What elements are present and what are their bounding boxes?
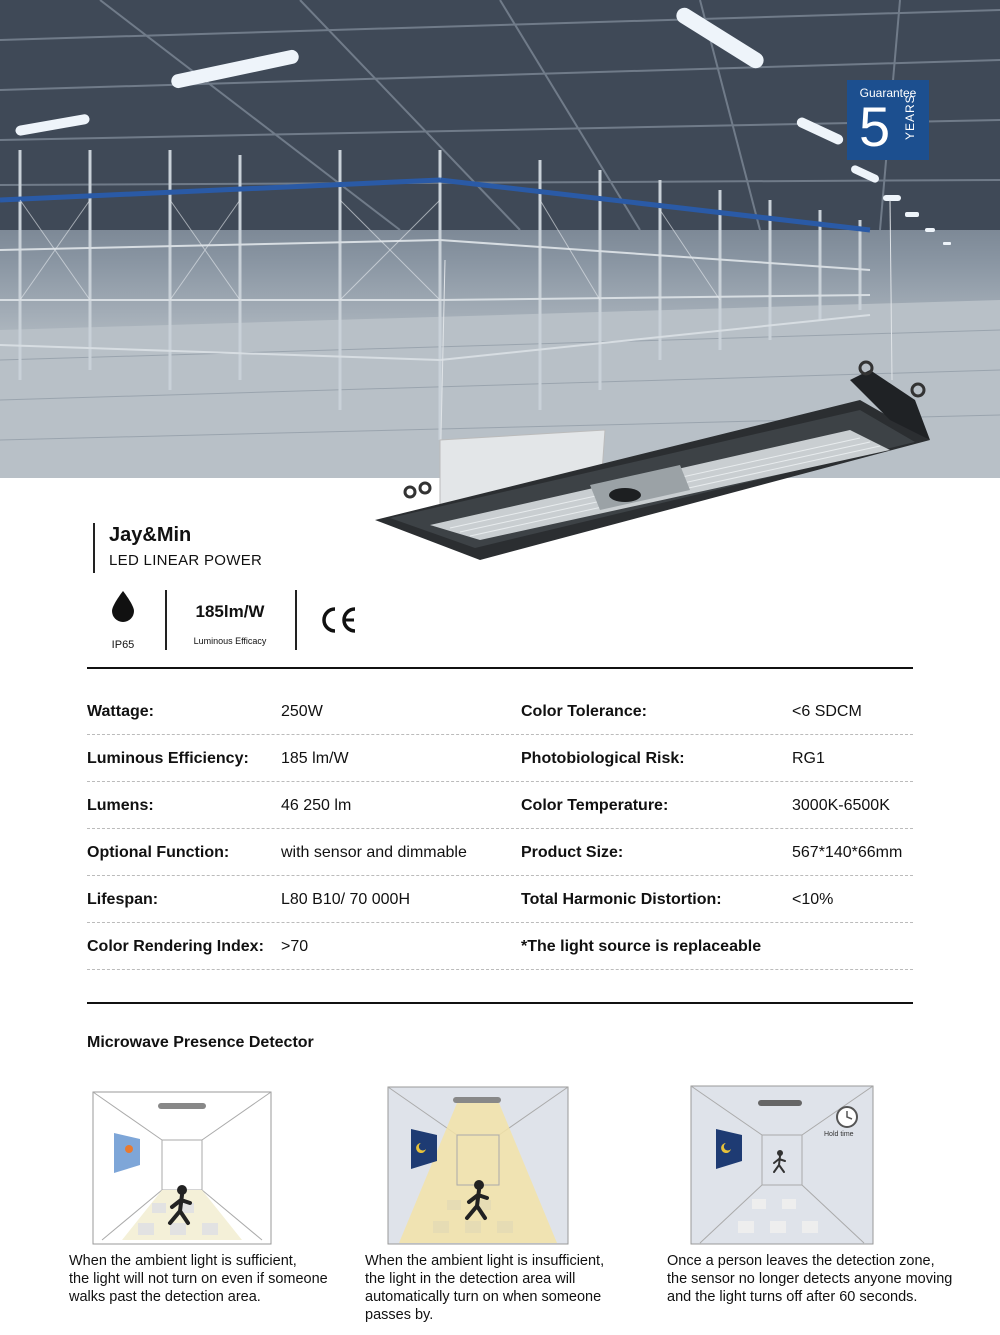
spec-table bbox=[87, 688, 913, 970]
spec-key: Color Rendering Index: bbox=[87, 938, 264, 955]
feature-ip-rating bbox=[100, 590, 146, 650]
hold-time-label: Hold time bbox=[824, 1131, 854, 1138]
table-row bbox=[87, 923, 913, 970]
spec-key: Color Tolerance: bbox=[521, 703, 647, 720]
feature-efficacy bbox=[180, 590, 280, 650]
product-led-linear-fixture bbox=[370, 360, 945, 560]
spec-key: Luminous Efficiency: bbox=[87, 750, 249, 767]
brand-name: Jay&Min bbox=[109, 524, 192, 546]
spec-value: L80 B10/ 70 000H bbox=[281, 891, 410, 908]
section-rule-top bbox=[87, 667, 913, 669]
spec-key: Wattage: bbox=[87, 703, 154, 720]
spec-value: 567*140*66mm bbox=[792, 844, 903, 861]
caption-line: automatically turn on when someone bbox=[365, 1289, 602, 1305]
corridor-illustration bbox=[387, 1085, 569, 1245]
spec-value: <10% bbox=[792, 891, 834, 908]
feature-divider bbox=[165, 590, 167, 650]
guarantee-unit: YEARS bbox=[903, 94, 917, 140]
caption-line: When the ambient light is insufficient, bbox=[365, 1253, 605, 1269]
panel-caption bbox=[667, 1252, 987, 1306]
spec-value: >70 bbox=[281, 938, 309, 955]
brand-subtitle: LED LINEAR POWER bbox=[109, 552, 263, 569]
panel-caption bbox=[365, 1252, 665, 1324]
sensor-panel-daylight bbox=[92, 1085, 272, 1245]
caption-line: Once a person leaves the detection zone, bbox=[667, 1253, 935, 1269]
caption-line: the sensor no longer detects anyone moving bbox=[667, 1271, 953, 1287]
spec-value: 250W bbox=[281, 703, 323, 720]
spec-value: RG1 bbox=[792, 750, 825, 767]
feature-divider bbox=[295, 590, 297, 650]
spec-key: Total Harmonic Distortion: bbox=[521, 891, 722, 908]
corridor-illustration bbox=[92, 1085, 272, 1245]
brand-block bbox=[93, 523, 262, 573]
ce-mark-icon bbox=[318, 603, 358, 637]
spec-key: Color Temperature: bbox=[521, 797, 669, 814]
spec-value: with sensor and dimmable bbox=[281, 844, 467, 861]
corridor-illustration bbox=[690, 1085, 874, 1245]
caption-line: When the ambient light is sufficient, bbox=[69, 1253, 297, 1269]
guarantee-badge bbox=[847, 80, 929, 160]
spec-key: Lumens: bbox=[87, 797, 154, 814]
caption-line: and the light turns off after 60 seconds. bbox=[667, 1289, 918, 1305]
water-drop-icon bbox=[110, 590, 136, 622]
spec-key: Optional Function: bbox=[87, 844, 230, 861]
panel-caption bbox=[69, 1252, 369, 1306]
spec-note: *The light source is replaceable bbox=[521, 938, 762, 955]
table-row bbox=[87, 876, 913, 923]
spec-value: 185 lm/W bbox=[281, 750, 349, 767]
caption-line: the light will not turn on even if someone bbox=[69, 1271, 328, 1287]
spec-key: Photobiological Risk: bbox=[521, 750, 685, 767]
spec-key: Lifespan: bbox=[87, 891, 159, 908]
spec-key: Product Size: bbox=[521, 844, 624, 861]
table-row bbox=[87, 735, 913, 782]
caption-line: the light in the detection area will bbox=[365, 1271, 576, 1287]
spec-value: <6 SDCM bbox=[792, 703, 862, 720]
spec-value: 3000K-6500K bbox=[792, 797, 890, 814]
section-rule-bottom bbox=[87, 1002, 913, 1004]
caption-line: walks past the detection area. bbox=[69, 1289, 261, 1305]
efficacy-value: 185lm/W bbox=[195, 602, 265, 621]
sensor-section-title: Microwave Presence Detector bbox=[87, 1034, 314, 1051]
guarantee-label: Guarantee bbox=[859, 86, 917, 100]
sensor-panel-hold-time bbox=[690, 1085, 874, 1245]
sensor-panel-dark bbox=[387, 1085, 569, 1245]
spec-value: 46 250 lm bbox=[281, 797, 352, 814]
guarantee-number: 5 bbox=[859, 95, 891, 158]
efficacy-label: Luminous Efficacy bbox=[193, 636, 267, 646]
table-row bbox=[87, 782, 913, 829]
table-row bbox=[87, 829, 913, 876]
table-row bbox=[87, 688, 913, 735]
caption-line: passes by. bbox=[365, 1307, 434, 1323]
ip-rating-label: IP65 bbox=[111, 639, 135, 651]
